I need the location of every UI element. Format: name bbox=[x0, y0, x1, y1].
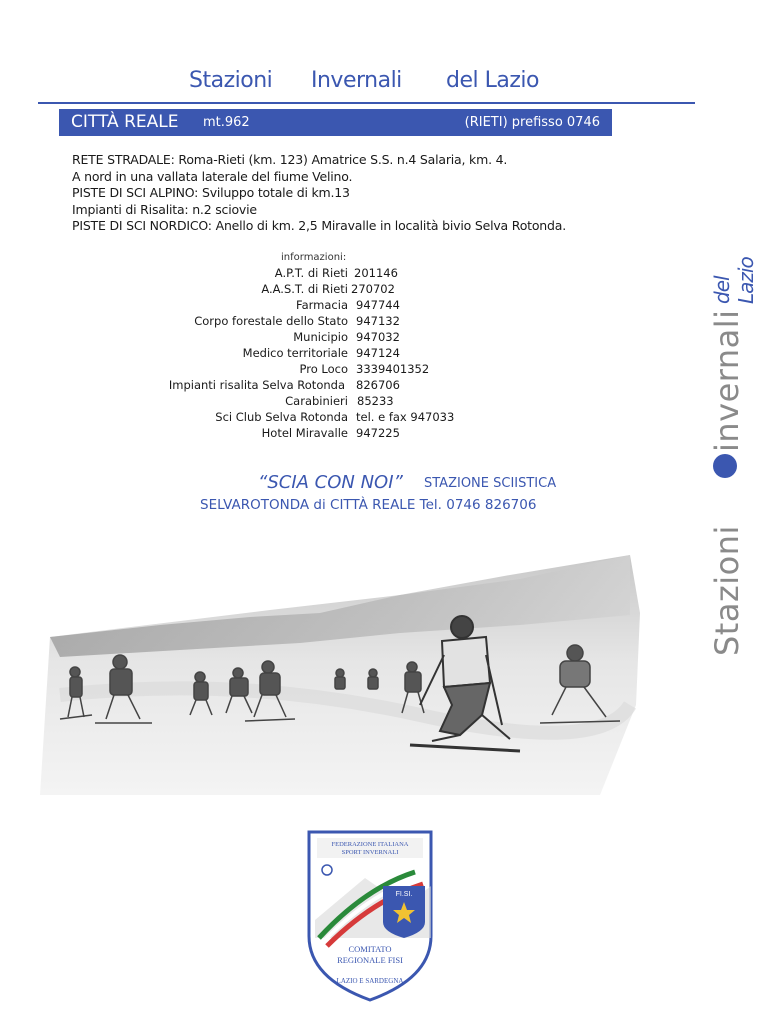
contact-name: A.A.S.T. di Rieti bbox=[261, 282, 348, 296]
title-divider bbox=[38, 102, 695, 104]
contact-number: 947744 bbox=[356, 298, 400, 312]
logo-line3: COMITATO bbox=[348, 944, 392, 954]
contact-name: Hotel Miravalle bbox=[261, 426, 348, 440]
slogan-quote: “SCIA CON NOI” bbox=[258, 472, 403, 493]
contact-name: Sci Club Selva Rotonda bbox=[215, 410, 348, 424]
contact-number: 85233 bbox=[357, 394, 394, 408]
contact-number: 947032 bbox=[356, 330, 400, 344]
contact-row bbox=[0, 346, 731, 361]
logo-line2: SPORT INVERNALI bbox=[341, 849, 399, 856]
title-word-stazioni: Stazioni bbox=[189, 68, 273, 93]
slogan-station: STAZIONE SCIISTICA bbox=[424, 476, 557, 491]
slogan-address: SELVAROTONDA di CITTÀ REALE Tel. 0746 826706 bbox=[200, 497, 537, 513]
contact-number: 826706 bbox=[356, 378, 400, 392]
contact-row bbox=[0, 330, 731, 345]
contact-row bbox=[0, 266, 731, 281]
contact-row bbox=[0, 362, 731, 377]
location-bar bbox=[59, 109, 612, 136]
logo-badge: FI.SI. bbox=[395, 891, 413, 898]
info-line: PISTE DI SCI ALPINO: Sviluppo totale di km.13 bbox=[72, 185, 350, 201]
contact-row bbox=[0, 410, 731, 425]
blue-dot-icon bbox=[713, 454, 737, 478]
contact-name: Impianti risalita Selva Rotonda bbox=[168, 378, 345, 392]
side-word-stazioni: Stazioni bbox=[708, 525, 746, 656]
contact-name: Pro Loco bbox=[299, 362, 348, 376]
contact-number: 201146 bbox=[354, 266, 398, 280]
logo-line5: LAZIO E SARDEGNA bbox=[336, 977, 404, 985]
title-word-del-lazio: del Lazio bbox=[446, 68, 539, 93]
contact-name: Farmacia bbox=[296, 298, 348, 312]
contact-number: tel. e fax 947033 bbox=[356, 410, 455, 424]
contact-name: Medico territoriale bbox=[242, 346, 348, 360]
contact-row bbox=[0, 378, 731, 393]
contact-number: 947124 bbox=[356, 346, 400, 360]
info-line: Impianti di Risalita: n.2 sciovie bbox=[72, 201, 257, 217]
contacts-label: informazioni: bbox=[281, 252, 347, 263]
side-title bbox=[708, 236, 758, 656]
info-line: A nord in una vallata laterale del fiume Velino. bbox=[72, 168, 353, 184]
info-paragraph bbox=[72, 152, 632, 235]
fisi-badge-icon bbox=[383, 886, 425, 938]
contact-row bbox=[0, 282, 731, 297]
contact-row bbox=[0, 298, 731, 313]
info-line: RETE STRADALE: Roma-Rieti (km. 123) Amatrice S.S. n.4 Salaria, km. 4. bbox=[72, 152, 508, 167]
contact-number: 947132 bbox=[356, 314, 400, 328]
contact-row bbox=[0, 314, 731, 329]
title-word-invernali: Invernali bbox=[311, 68, 402, 93]
logo-line1: FEDERAZIONE ITALIANA bbox=[331, 841, 409, 848]
fisi-logo bbox=[305, 828, 435, 1003]
contact-number: 3339401352 bbox=[356, 362, 430, 376]
location-province: (RIETI) prefisso 0746 bbox=[464, 115, 600, 130]
skiers-photo bbox=[40, 555, 640, 795]
contact-number: 947225 bbox=[356, 426, 400, 440]
contact-name: Municipio bbox=[293, 330, 348, 344]
info-line: PISTE DI SCI NORDICO: Anello di km. 2,5 Miravalle in località bivio Selva Rotonda. bbox=[72, 218, 566, 234]
page-title bbox=[0, 68, 731, 100]
contact-row bbox=[0, 426, 731, 441]
contact-name: Carabinieri bbox=[285, 394, 348, 408]
contact-name: A.P.T. di Rieti bbox=[274, 266, 348, 280]
contact-number: 270702 bbox=[351, 282, 395, 296]
side-word-invernali: invernali bbox=[708, 309, 746, 452]
location-altitude: mt.962 bbox=[203, 115, 250, 130]
logo-line4: REGIONALE FISI bbox=[337, 955, 403, 965]
location-name: CITTÀ REALE bbox=[71, 112, 179, 132]
side-word-del-lazio: del Lazio bbox=[710, 257, 758, 304]
contact-name: Corpo forestale dello Stato bbox=[194, 314, 348, 328]
contact-row bbox=[0, 394, 731, 409]
